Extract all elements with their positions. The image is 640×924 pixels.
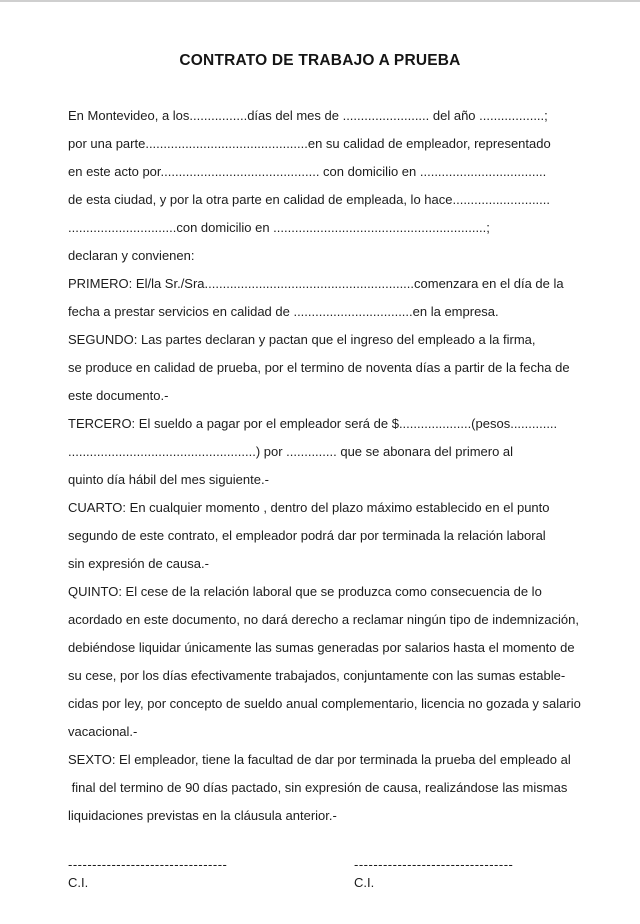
document-body bbox=[68, 102, 592, 830]
page-title: CONTRATO DE TRABAJO A PRUEBA bbox=[179, 52, 461, 69]
signature-block-left bbox=[68, 856, 354, 891]
document-line: ..............................con domicilio en ...........................................................; bbox=[68, 220, 490, 235]
signature-section bbox=[68, 856, 640, 891]
document-line: liquidaciones previstas en la cláusula anterior.- bbox=[68, 808, 337, 823]
signature-rule-left: --------------------------------- bbox=[68, 857, 228, 872]
document-line: ....................................................) por .............. que se abonara del primero al bbox=[68, 444, 514, 459]
signature-block-right bbox=[354, 856, 640, 891]
document-line: En Montevideo, a los................días del mes de ........................ del año ..................; bbox=[68, 108, 548, 123]
document-line: cidas por ley, por concepto de sueldo anual complementario, licencia no gozada y salario bbox=[68, 696, 581, 711]
document-line: este documento.- bbox=[68, 388, 169, 403]
document-line: fecha a prestar servicios en calidad de .................................en la empresa. bbox=[68, 304, 499, 319]
document-line: final del termino de 90 días pactado, sin expresión de causa, realizándose las mismas bbox=[68, 780, 568, 795]
document-line: TERCERO: El sueldo a pagar por el empleador será de $....................(pesos............. bbox=[68, 416, 558, 431]
document-line: PRIMERO: El/la Sr./Sra..........................................................comenzara en el día de la bbox=[68, 276, 564, 291]
signature-label-right: C.I. bbox=[354, 875, 375, 890]
document-line: de esta ciudad, y por la otra parte en calidad de empleada, lo hace........................... bbox=[68, 192, 550, 207]
document-line: acordado en este documento, no dará derecho a reclamar ningún tipo de indemnización, bbox=[68, 612, 579, 627]
document-line: se produce en calidad de prueba, por el termino de noventa días a partir de la fecha de bbox=[68, 360, 570, 375]
document-line: en este acto por............................................ con domicilio en ................................... bbox=[68, 164, 547, 179]
document-line: vacacional.- bbox=[68, 724, 138, 739]
document-line: debiéndose liquidar únicamente las sumas generadas por salarios hasta el momento de bbox=[68, 640, 575, 655]
document-line: segundo de este contrato, el empleador podrá dar por terminada la relación laboral bbox=[68, 528, 546, 543]
document-line: quinto día hábil del mes siguiente.- bbox=[68, 472, 269, 487]
document-line: sin expresión de causa.- bbox=[68, 556, 209, 571]
document-line: SEGUNDO: Las partes declaran y pactan que el ingreso del empleado a la firma, bbox=[68, 332, 536, 347]
page-top-edge bbox=[0, 0, 640, 2]
document-line: CUARTO: En cualquier momento , dentro del plazo máximo establecido en el punto bbox=[68, 500, 550, 515]
signature-rule-right: --------------------------------- bbox=[354, 857, 514, 872]
document-line: QUINTO: El cese de la relación laboral que se produzca como consecuencia de lo bbox=[68, 584, 542, 599]
document-line: por una parte.............................................en su calidad de empleador, representado bbox=[68, 136, 551, 151]
document-line: declaran y convienen: bbox=[68, 248, 195, 263]
signature-label-left: C.I. bbox=[68, 875, 89, 890]
document-line: su cese, por los días efectivamente trabajados, conjuntamente con las sumas estable- bbox=[68, 668, 566, 683]
document-line: SEXTO: El empleador, tiene la facultad de dar por terminada la prueba del empleado al bbox=[68, 752, 571, 767]
